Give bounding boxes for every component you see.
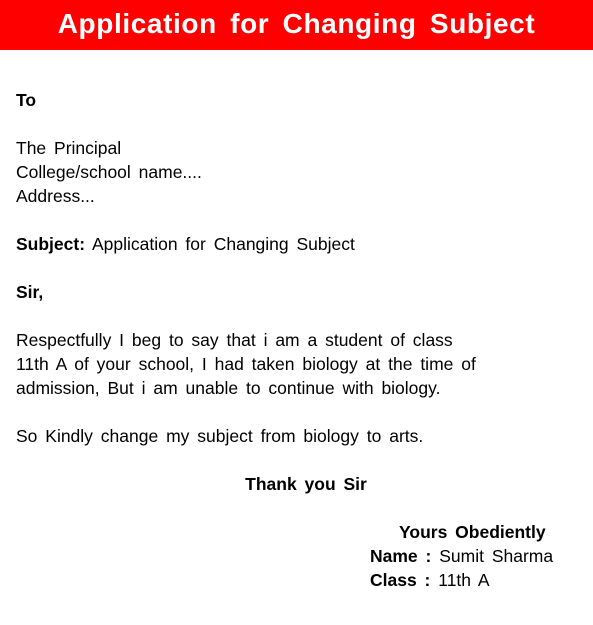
salutation: Sir,: [16, 282, 44, 302]
recipient-institution: College/school name....: [16, 162, 202, 182]
spacer: [16, 304, 576, 328]
to-label: To: [16, 90, 37, 110]
name-label: Name :: [370, 546, 432, 566]
spacer: [16, 112, 576, 136]
letter-body: [16, 88, 576, 448]
closing-line: Thank you Sir: [245, 474, 367, 494]
recipient-address: Address...: [16, 186, 95, 206]
signoff-yours: Yours Obediently: [399, 522, 546, 542]
signoff-block: [370, 520, 553, 592]
spacer: [16, 400, 576, 424]
class-value: 11th A: [438, 570, 490, 590]
body-paragraph-2: So Kindly change my subject from biology to arts.: [16, 426, 424, 446]
signoff-class-row: [370, 568, 553, 592]
body-paragraph-1-line-3: admission, But i am unable to continue with biology.: [16, 378, 441, 398]
spacer: [16, 208, 576, 232]
signoff-name-row: [370, 544, 553, 568]
name-value: Sumit Sharma: [439, 546, 554, 566]
subject-label: Subject:: [16, 234, 86, 254]
subject-line: [16, 232, 576, 256]
class-label: Class :: [370, 570, 431, 590]
page-title: Application for Changing Subject: [57, 8, 536, 39]
subject-text: Application for Changing Subject: [91, 234, 355, 254]
body-paragraph-1-line-1: Respectfully I beg to say that i am a student of class: [16, 330, 453, 350]
spacer: [16, 256, 576, 280]
body-paragraph-1-line-2: 11th A of your school, I had taken biology at the time of: [16, 354, 476, 374]
title-banner: [0, 0, 593, 50]
recipient-title: The Principal: [16, 138, 122, 158]
